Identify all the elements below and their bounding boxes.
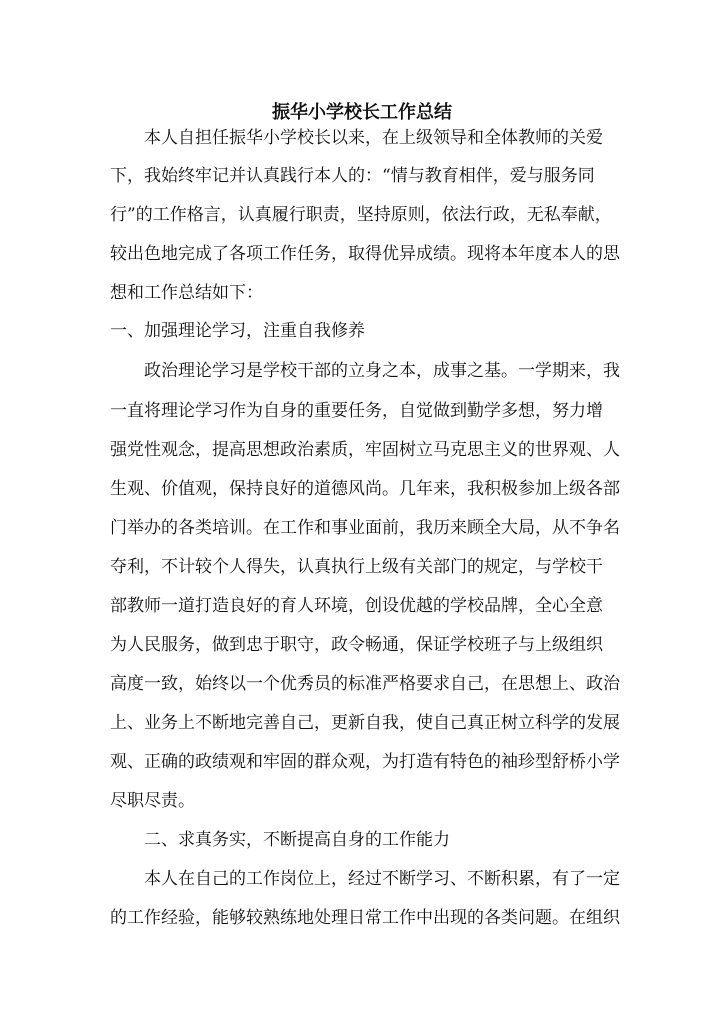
- section-heading: 二、求真务实，不断提高自身的工作能力: [144, 830, 450, 850]
- paragraph-line: 强党性观念，提高思想政治素质，牢固树立马克思主义的世界观、人: [110, 440, 620, 460]
- paragraph-line: 行”的工作格言，认真履行职责，坚持原则，依法行政，无私奉献，: [110, 205, 612, 225]
- paragraph-line: 想和工作总结如下：: [110, 283, 263, 303]
- paragraph-line: 观、正确的政绩观和牢固的群众观，为打造有特色的袖珍型舒桥小学: [110, 752, 620, 772]
- paragraph-line: 本人在自己的工作岗位上，经过不断学习、不断积累，有了一定: [144, 869, 620, 889]
- paragraph-line: 为人民服务，做到忠于职守，政令畅通，保证学校班子与上级组织: [110, 635, 603, 655]
- paragraph-line: 尽职尽责。: [110, 791, 195, 811]
- section-heading: 一、加强理论学习，注重自我修养: [110, 321, 365, 341]
- paragraph-line: 上、业务上不断地完善自己，更新自我，使自己真正树立科学的发展: [110, 713, 620, 733]
- document-title: 振华小学校长工作总结: [272, 102, 452, 123]
- paragraph-line: 生观、价值观，保持良好的道德风尚。几年来，我积极参加上级各部: [110, 479, 620, 499]
- paragraph-line: 部教师一道打造良好的育人环境，创设优越的学校品牌，全心全意: [110, 596, 603, 616]
- paragraph-line: 本人自担任振华小学校长以来，在上级领导和全体教师的关爱: [144, 128, 603, 148]
- paragraph-line: 高度一致，始终以一个优秀员的标准严格要求自己，在思想上、政治: [110, 674, 620, 694]
- paragraph-line: 的工作经验，能够较熟练地处理日常工作中出现的各类问题。在组织: [110, 908, 620, 928]
- paragraph-line: 一直将理论学习作为自身的重要任务，自觉做到勤学多想，努力增: [110, 401, 603, 421]
- paragraph-line: 夺利，不计较个人得失，认真执行上级有关部门的规定，与学校干: [110, 557, 603, 577]
- paragraph-line: 较出色地完成了各项工作任务，取得优异成绩。现将本年度本人的思: [110, 244, 620, 264]
- paragraph-line: 门举办的各类培训。在工作和事业面前，我历来顾全大局，从不争名: [110, 518, 620, 538]
- paragraph-line: 政治理论学习是学校干部的立身之本，成事之基。一学期来，我: [144, 361, 620, 381]
- paragraph-line: 下，我始终牢记并认真践行本人的：“情与教育相伴，爱与服务同: [110, 166, 595, 186]
